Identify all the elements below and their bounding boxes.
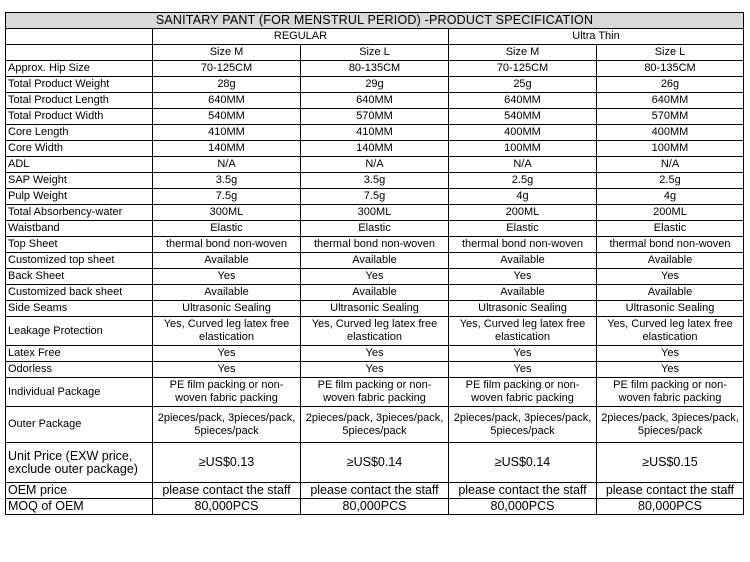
row-value: please contact the staff xyxy=(301,483,449,499)
row-label: MOQ of OEM xyxy=(6,499,153,515)
row-value: PE film packing or non-woven fabric packing xyxy=(153,378,301,407)
row-value: 640MM xyxy=(449,93,597,109)
row-value: Available xyxy=(301,285,449,301)
table-row xyxy=(6,173,744,189)
row-value: Available xyxy=(449,253,597,269)
row-label: Pulp Weight xyxy=(6,189,153,205)
row-value: Yes, Curved leg latex free elastication xyxy=(597,317,744,346)
row-value: 640MM xyxy=(301,93,449,109)
table-row xyxy=(6,141,744,157)
row-value: Yes xyxy=(449,346,597,362)
row-label: Approx. Hip Size xyxy=(6,61,153,77)
table-row xyxy=(6,157,744,173)
row-value: 2.5g xyxy=(449,173,597,189)
row-value: 26g xyxy=(597,77,744,93)
table-row xyxy=(6,346,744,362)
row-value: please contact the staff xyxy=(449,483,597,499)
row-value: 540MM xyxy=(449,109,597,125)
table-row xyxy=(6,221,744,237)
row-label: SAP Weight xyxy=(6,173,153,189)
table-row xyxy=(6,285,744,301)
row-value: Yes xyxy=(449,269,597,285)
row-value: N/A xyxy=(301,157,449,173)
row-value: 25g xyxy=(449,77,597,93)
row-value: Yes xyxy=(153,346,301,362)
size-header-row xyxy=(6,45,744,61)
table-row xyxy=(6,237,744,253)
row-label: Core Length xyxy=(6,125,153,141)
row-label: Leakage Protection xyxy=(6,317,153,346)
size-header: Size M xyxy=(153,45,301,61)
row-value: 70-125CM xyxy=(449,61,597,77)
row-value: 3.5g xyxy=(153,173,301,189)
size-header: Size L xyxy=(301,45,449,61)
group-ultra-thin: Ultra Thin xyxy=(449,29,744,45)
table-row xyxy=(6,301,744,317)
row-value: 100MM xyxy=(597,141,744,157)
row-label: Latex Free xyxy=(6,346,153,362)
row-label: Customized top sheet xyxy=(6,253,153,269)
row-value: N/A xyxy=(597,157,744,173)
row-value: PE film packing or non-woven fabric packing xyxy=(597,378,744,407)
row-label: Back Sheet xyxy=(6,269,153,285)
table-row xyxy=(6,317,744,346)
row-label: Total Product Width xyxy=(6,109,153,125)
row-label: Odorless xyxy=(6,362,153,378)
table-row xyxy=(6,109,744,125)
row-value: thermal bond non-woven xyxy=(597,237,744,253)
row-value: Yes, Curved leg latex free elastication xyxy=(301,317,449,346)
table-title: SANITARY PANT (FOR MENSTRUL PERIOD) -PRODUCT SPECIFICATION xyxy=(6,13,744,29)
row-value: Ultrasonic Sealing xyxy=(301,301,449,317)
row-label: Customized back sheet xyxy=(6,285,153,301)
row-value: please contact the staff xyxy=(153,483,301,499)
row-value: Ultrasonic Sealing xyxy=(597,301,744,317)
row-value: Available xyxy=(301,253,449,269)
row-label: Outer Package xyxy=(6,407,153,443)
row-value: Yes xyxy=(597,269,744,285)
row-value: 640MM xyxy=(153,93,301,109)
row-value: 4g xyxy=(449,189,597,205)
table-row xyxy=(6,499,744,515)
table-row xyxy=(6,443,744,483)
row-value: ≥US$0.14 xyxy=(301,443,449,483)
row-value: ≥US$0.14 xyxy=(449,443,597,483)
row-value: Available xyxy=(449,285,597,301)
row-value: Elastic xyxy=(449,221,597,237)
row-value: 640MM xyxy=(597,93,744,109)
row-value: 80,000PCS xyxy=(153,499,301,515)
spec-table xyxy=(5,12,744,515)
row-value: 3.5g xyxy=(301,173,449,189)
row-label: Top Sheet xyxy=(6,237,153,253)
row-label: OEM price xyxy=(6,483,153,499)
row-value: N/A xyxy=(153,157,301,173)
table-row xyxy=(6,205,744,221)
row-value: Yes xyxy=(301,346,449,362)
row-value: 300ML xyxy=(301,205,449,221)
row-value: please contact the staff xyxy=(597,483,744,499)
row-value: 400MM xyxy=(597,125,744,141)
row-value: 140MM xyxy=(301,141,449,157)
row-value: 540MM xyxy=(153,109,301,125)
row-value: 2pieces/pack, 3pieces/pack, 5pieces/pack xyxy=(153,407,301,443)
row-value: 140MM xyxy=(153,141,301,157)
row-value: thermal bond non-woven xyxy=(449,237,597,253)
row-value: Available xyxy=(153,285,301,301)
row-value: Yes, Curved leg latex free elastication xyxy=(449,317,597,346)
row-value: Yes xyxy=(153,269,301,285)
table-row xyxy=(6,483,744,499)
table-row xyxy=(6,61,744,77)
row-value: 70-125CM xyxy=(153,61,301,77)
table-row xyxy=(6,362,744,378)
row-label: Waistband xyxy=(6,221,153,237)
row-value: Elastic xyxy=(597,221,744,237)
row-label: Core Width xyxy=(6,141,153,157)
group-regular: REGULAR xyxy=(153,29,449,45)
size-header: Size L xyxy=(597,45,744,61)
row-value: Available xyxy=(597,285,744,301)
blank-size-cell xyxy=(6,45,153,61)
row-value: Yes xyxy=(449,362,597,378)
row-value: Available xyxy=(153,253,301,269)
title-row xyxy=(6,13,744,29)
row-value: Yes xyxy=(153,362,301,378)
row-value: Yes xyxy=(301,269,449,285)
row-label: ADL xyxy=(6,157,153,173)
row-value: 4g xyxy=(597,189,744,205)
table-row xyxy=(6,189,744,205)
row-value: 2pieces/pack, 3pieces/pack, 5pieces/pack xyxy=(301,407,449,443)
table-row xyxy=(6,125,744,141)
blank-header-cell xyxy=(6,29,153,45)
row-value: 7.5g xyxy=(153,189,301,205)
row-value: 100MM xyxy=(449,141,597,157)
row-value: PE film packing or non-woven fabric packing xyxy=(449,378,597,407)
row-value: 410MM xyxy=(301,125,449,141)
row-value: 80,000PCS xyxy=(449,499,597,515)
row-value: Yes xyxy=(597,346,744,362)
row-value: 200ML xyxy=(449,205,597,221)
group-header-row xyxy=(6,29,744,45)
row-label: Total Product Length xyxy=(6,93,153,109)
row-value: Yes xyxy=(597,362,744,378)
row-label: Total Product Weight xyxy=(6,77,153,93)
row-value: N/A xyxy=(449,157,597,173)
row-value: 80,000PCS xyxy=(301,499,449,515)
row-value: Elastic xyxy=(153,221,301,237)
row-value: Available xyxy=(597,253,744,269)
row-value: 80-135CM xyxy=(597,61,744,77)
row-value: Yes, Curved leg latex free elastication xyxy=(153,317,301,346)
table-row xyxy=(6,407,744,443)
row-value: PE film packing or non-woven fabric packing xyxy=(301,378,449,407)
row-value: ≥US$0.15 xyxy=(597,443,744,483)
row-value: 80,000PCS xyxy=(597,499,744,515)
row-value: 570MM xyxy=(597,109,744,125)
row-value: Ultrasonic Sealing xyxy=(153,301,301,317)
row-label: Individual Package xyxy=(6,378,153,407)
row-label: Side Seams xyxy=(6,301,153,317)
row-value: Ultrasonic Sealing xyxy=(449,301,597,317)
row-value: Elastic xyxy=(301,221,449,237)
table-row xyxy=(6,77,744,93)
row-value: 2pieces/pack, 3pieces/pack, 5pieces/pack xyxy=(597,407,744,443)
table-row xyxy=(6,93,744,109)
row-value: 28g xyxy=(153,77,301,93)
row-value: thermal bond non-woven xyxy=(153,237,301,253)
row-value: 2.5g xyxy=(597,173,744,189)
row-value: 7.5g xyxy=(301,189,449,205)
row-label: Unit Price (EXW price, exclude outer package) xyxy=(6,443,153,483)
row-value: 80-135CM xyxy=(301,61,449,77)
row-value: 400MM xyxy=(449,125,597,141)
size-header: Size M xyxy=(449,45,597,61)
row-value: 2pieces/pack, 3pieces/pack, 5pieces/pack xyxy=(449,407,597,443)
table-row xyxy=(6,269,744,285)
row-value: 200ML xyxy=(597,205,744,221)
table-row xyxy=(6,378,744,407)
row-value: thermal bond non-woven xyxy=(301,237,449,253)
row-value: 570MM xyxy=(301,109,449,125)
table-row xyxy=(6,253,744,269)
row-label: Total Absorbency-water xyxy=(6,205,153,221)
row-value: 410MM xyxy=(153,125,301,141)
row-value: Yes xyxy=(301,362,449,378)
row-value: 300ML xyxy=(153,205,301,221)
spec-table-container xyxy=(5,12,744,515)
row-value: ≥US$0.13 xyxy=(153,443,301,483)
row-value: 29g xyxy=(301,77,449,93)
